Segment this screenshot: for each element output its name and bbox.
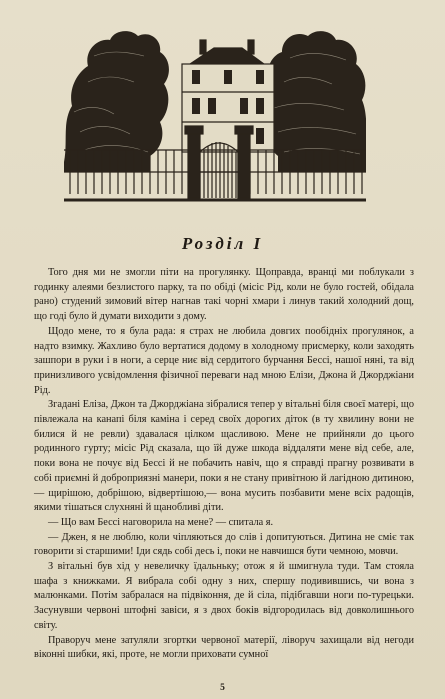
chapter-title: Розділ I xyxy=(181,234,264,253)
paragraph: Праворуч мене затуляли згортки червоної матерії, ліворуч захищали від негоди віконні шибки, які, проте, не могли приховати сумної xyxy=(34,634,414,661)
page-number: 5 xyxy=(220,683,225,693)
paragraph: — Джен, я не люблю, коли чіпляються до слів і допитуються. Дитина не сміє так говорити зі старшими! Іди сядь собі десь і, поки не навчишся бути чемною, мовчи. xyxy=(34,531,414,558)
paragraph: — Що вам Бессі наговорила на мене? — спитала я. xyxy=(48,516,274,528)
paragraph: Щодо мене, то я була рада: я страх не любила довгих пообідніх прогулянок, а надто взимку. Жахливо було вертатися додому в холодному присмерку, коли заходять зашпори в руки і в ноги, а серце ниє від сердитого бурчання Бессі, нашої няні, та від принизливого усвідомлення фізичної переваги над мною Елізи, Джона й Джорджіани Рід. xyxy=(34,325,414,396)
right-tree xyxy=(264,31,366,172)
manor-house-illustration xyxy=(64,22,366,204)
paragraph: Того дня ми не змогли піти на прогулянку. Щоправда, вранці ми поблукали з годинку алеями безлистого парку, та по обіді (місіс Рід, коли не було гостей, обідала рано) студений зимовий вітер нагнав такі чорні хмари і линув такий холодний дощ, що годі було й думати виходити з дому. xyxy=(34,267,414,323)
paragraph: З вітальні був хід у невеличку їдальньку; отож я й шмигнула туди. Там стояла шафа з книжками. Я вибрала собі одну з них, спершу подивившись, чи вона з малюнками. Потім забралася на підвіконня, де й сіла, підібгавши ноги по-турецьки. Засунувши червоні штофні завіси, я з двох боків відгородилась від довколишнього світу. xyxy=(34,561,414,631)
chapter-body xyxy=(34,266,414,663)
paragraph: Згадані Еліза, Джон та Джорджіана зібралися тепер у вітальні біля своєї матері, що півлежала на канапі біля каміна і серед своїх дорогих діток (в ту хвилину вони не билися й не ревли) здавалася цілком щасливою. Мене не прийняли до цього родинного гурту; місіс Рід сказала, що їй дуже шкода віддаляти мене від себе, але, поки вона не почує від Бессі й не побачить навіч, що я справді прагну розвивати в собі приємні й доброприязні манери, поки я не стану привітною й лагідною дитиною,— щирішою, добрішою, відвертішою,— вона мусить позбавити мене всіх радощів, якими тішаться слухняні й щанобливі діти. xyxy=(34,399,415,514)
